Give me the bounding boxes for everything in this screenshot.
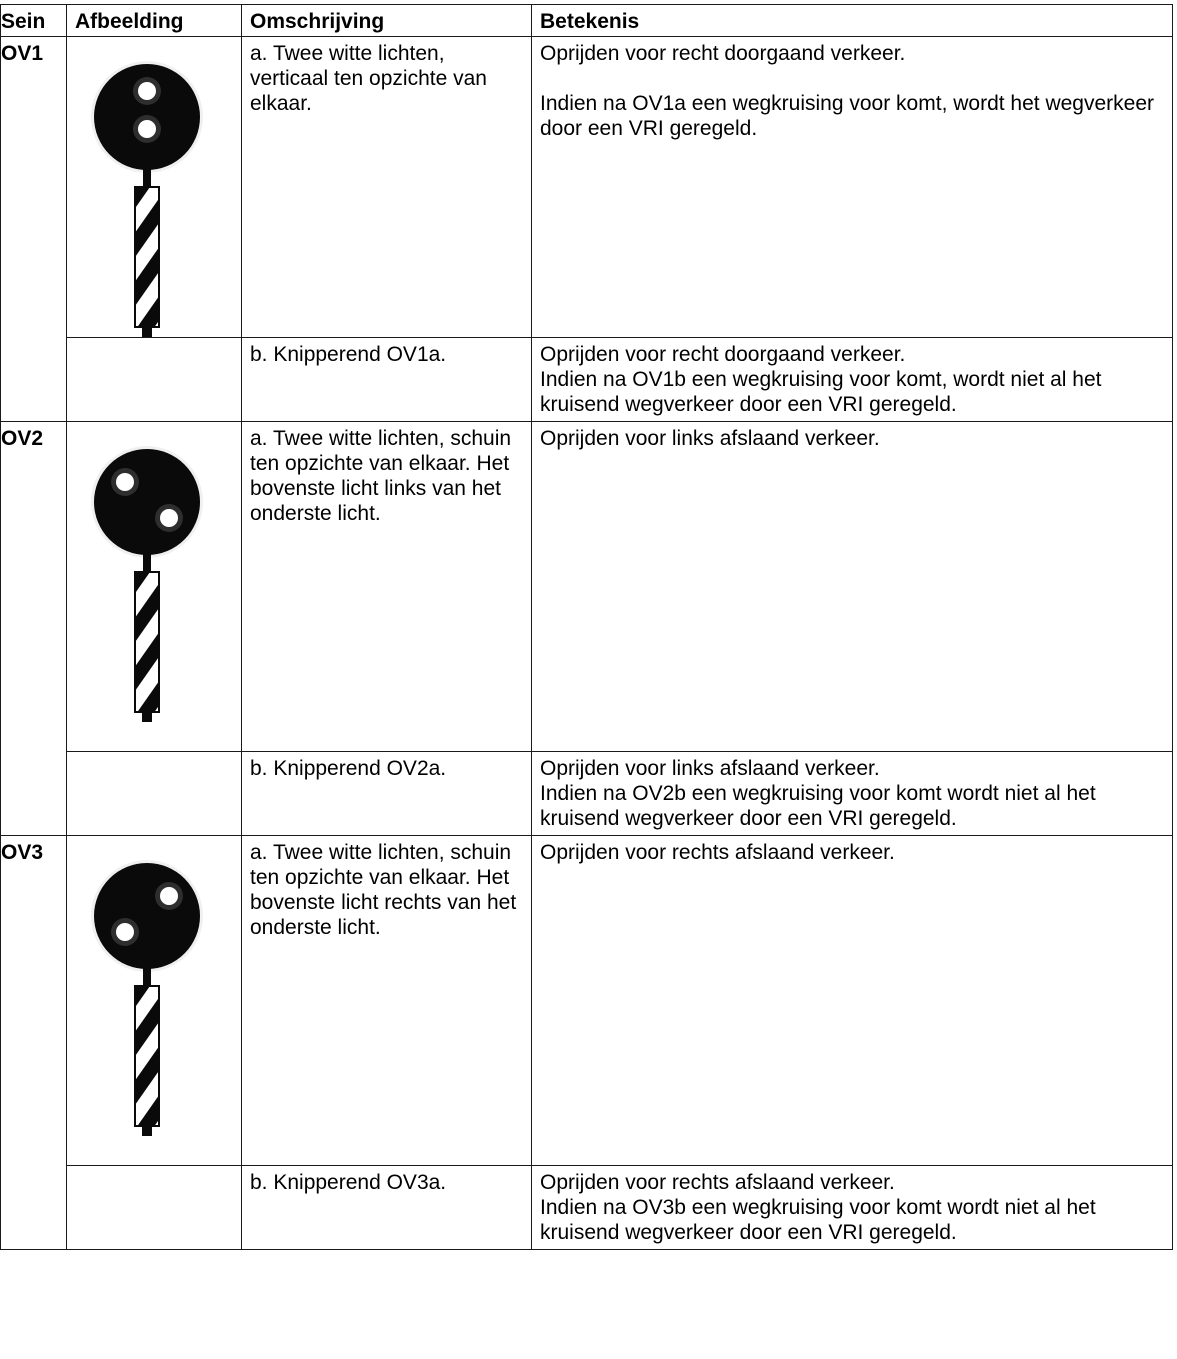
signal-code: OV1 [1, 37, 67, 338]
meaning-line: Oprijden voor links afslaand verkeer. [540, 757, 880, 780]
table-row [1, 422, 1173, 752]
signal-code: OV3 [1, 836, 67, 1166]
signal-two-lights-diagonal-right-high-icon [67, 836, 242, 1136]
table-row [1, 836, 1173, 1166]
signal-image-empty [67, 752, 242, 836]
description-a: a. Twee witte lichten, schuin ten opzichte van elkaar. Het bovenste licht rechts van het onderste licht. [242, 836, 532, 1166]
description-b: b. Knipperend OV3a. [242, 1166, 532, 1250]
signal-image [67, 422, 242, 752]
signal-code-continued [1, 752, 67, 836]
description-b: b. Knipperend OV2a. [242, 752, 532, 836]
signal-code-continued [1, 1166, 67, 1250]
meaning-line: Indien na OV3b een wegkruising voor komt wordt niet al het kruisend wegverkeer door een VRI geregeld. [540, 1196, 1096, 1244]
meaning-line: Oprijden voor rechts afslaand verkeer. [540, 1171, 895, 1194]
description-b: b. Knipperend OV1a. [242, 338, 532, 422]
header-betekenis: Betekenis [532, 5, 1173, 37]
description-a: a. Twee witte lichten, schuin ten opzichte van elkaar. Het bovenste licht links van het onderste licht. [242, 422, 532, 752]
signal-code: OV2 [1, 422, 67, 752]
meaning-b [532, 1166, 1173, 1250]
meaning-line: Indien na OV1b een wegkruising voor komt, wordt niet al het kruisend wegverkeer door een VRI geregeld. [540, 368, 1102, 416]
meaning-a [532, 836, 1173, 1166]
table-row [1, 752, 1173, 836]
signal-two-lights-vertical-icon [67, 37, 242, 337]
table-row [1, 1166, 1173, 1250]
meaning-b [532, 338, 1173, 422]
header-omschrijving: Omschrijving [242, 5, 532, 37]
meaning-line: Indien na OV1a een wegkruising voor komt, wordt het wegverkeer door een VRI geregeld. [540, 92, 1154, 140]
header-sein: Sein [1, 5, 67, 37]
meaning-line: Indien na OV2b een wegkruising voor komt wordt niet al het kruisend wegverkeer door een VRI geregeld. [540, 782, 1096, 830]
meaning-line: Oprijden voor links afslaand verkeer. [540, 427, 880, 450]
description-a: a. Twee witte lichten, verticaal ten opzichte van elkaar. [242, 37, 532, 338]
signal-image-empty [67, 1166, 242, 1250]
table-row [1, 37, 1173, 338]
header-afbeelding: Afbeelding [67, 5, 242, 37]
table-row [1, 338, 1173, 422]
signal-image [67, 37, 242, 338]
meaning-line: Oprijden voor rechts afslaand verkeer. [540, 841, 895, 864]
header-row [1, 5, 1173, 37]
meaning-b [532, 752, 1173, 836]
signal-image [67, 836, 242, 1166]
signal-code-continued [1, 338, 67, 422]
meaning-a [532, 422, 1173, 752]
paragraph-gap [540, 66, 1166, 91]
meaning-a [532, 37, 1173, 338]
signal-image-empty [67, 338, 242, 422]
meaning-line: Oprijden voor recht doorgaand verkeer. [540, 42, 906, 65]
signals-table [0, 4, 1173, 1250]
signal-two-lights-diagonal-left-high-icon [67, 422, 242, 722]
meaning-line: Oprijden voor recht doorgaand verkeer. [540, 343, 906, 366]
